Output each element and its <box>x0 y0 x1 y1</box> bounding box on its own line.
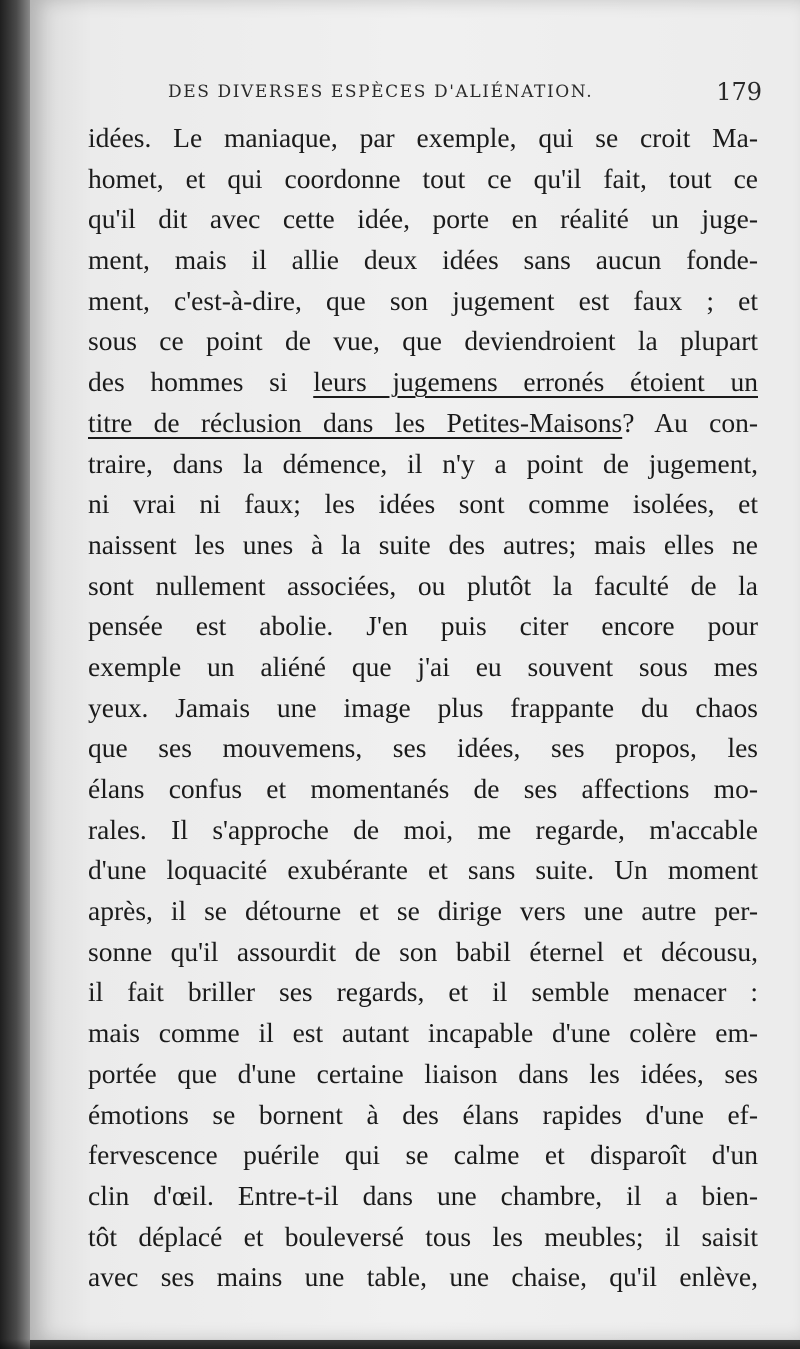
text-line: après, il se détourne et se dirige vers une autre per- <box>88 895 758 927</box>
text-line <box>88 403 758 444</box>
text-line: yeux. Jamais une image plus frappante du chaos <box>88 691 758 723</box>
underlined-passage: leurs jugemens erronés étoient un <box>313 366 758 398</box>
underlined-passage: titre de réclusion dans les Petites-Maisons <box>88 406 623 438</box>
text-segment: ? Au con- <box>622 406 758 438</box>
text-line: ment, c'est-à-dire, que son jugement est faux ; et <box>88 284 758 316</box>
text-line: idées. Le maniaque, par exemple, qui se croit Ma- <box>88 122 758 153</box>
text-line: ni vrai ni faux; les idées sont comme isolées, et <box>88 488 758 520</box>
text-line: clin d'œil. Entre-t-il dans une chambre, il a bien- <box>88 1179 758 1211</box>
text-line: mais comme il est autant incapable d'une colère em- <box>88 1017 758 1049</box>
text-line: il fait briller ses regards, et il semble menacer : <box>88 976 758 1008</box>
page-number: 179 <box>716 78 762 106</box>
text-line: tôt déplacé et bouleversé tous les meubles; il saisit <box>88 1220 758 1252</box>
text-line: pensée est abolie. J'en puis citer encore pour <box>88 610 758 642</box>
text-line: naissent les unes à la suite des autres; mais elles ne <box>88 528 758 560</box>
text-line: d'une loquacité exubérante et sans suite. Un moment <box>88 854 758 886</box>
text-line: fervescence puérile qui se calme et disparoît d'un <box>88 1139 758 1171</box>
page-bottom-shadow <box>0 1339 800 1349</box>
text-line <box>88 362 758 403</box>
text-line: émotions se bornent à des élans rapides d'une ef- <box>88 1098 758 1130</box>
text-line: homet, et qui coordonne tout ce qu'il fait, tout ce <box>88 162 758 194</box>
text-line: qu'il dit avec cette idée, porte en réalité un juge- <box>88 203 758 235</box>
text-line: que ses mouvemens, ses idées, ses propos, les <box>88 732 758 764</box>
text-segment: des hommes si <box>88 366 288 398</box>
book-gutter <box>0 0 30 1349</box>
text-line: ment, mais il allie deux idées sans aucun fonde- <box>88 244 758 276</box>
text-line: sonne qu'il assourdit de son babil éternel et décousu, <box>88 935 758 967</box>
text-line: élans confus et momentanés de ses affections mo- <box>88 773 758 804</box>
body-text <box>88 118 758 1298</box>
text-line: avec ses mains une table, une chaise, qu'il enlève, <box>88 1261 758 1293</box>
running-head-title: DES DIVERSES ESPÈCES D'ALIÉNATION. <box>168 82 594 102</box>
text-line: traire, dans la démence, il n'y a point de jugement, <box>88 447 758 479</box>
running-head <box>168 78 762 112</box>
text-line: portée que d'une certaine liaison dans les idées, ses <box>88 1057 758 1089</box>
text-line: sous ce point de vue, que deviendroient la plupart <box>88 325 758 357</box>
text-line: rales. Il s'approche de moi, me regarde, m'accable <box>88 813 758 845</box>
text-line: exemple un aliéné que j'ai eu souvent sous mes <box>88 650 758 682</box>
text-line: sont nullement associées, ou plutôt la faculté de la <box>88 569 758 601</box>
